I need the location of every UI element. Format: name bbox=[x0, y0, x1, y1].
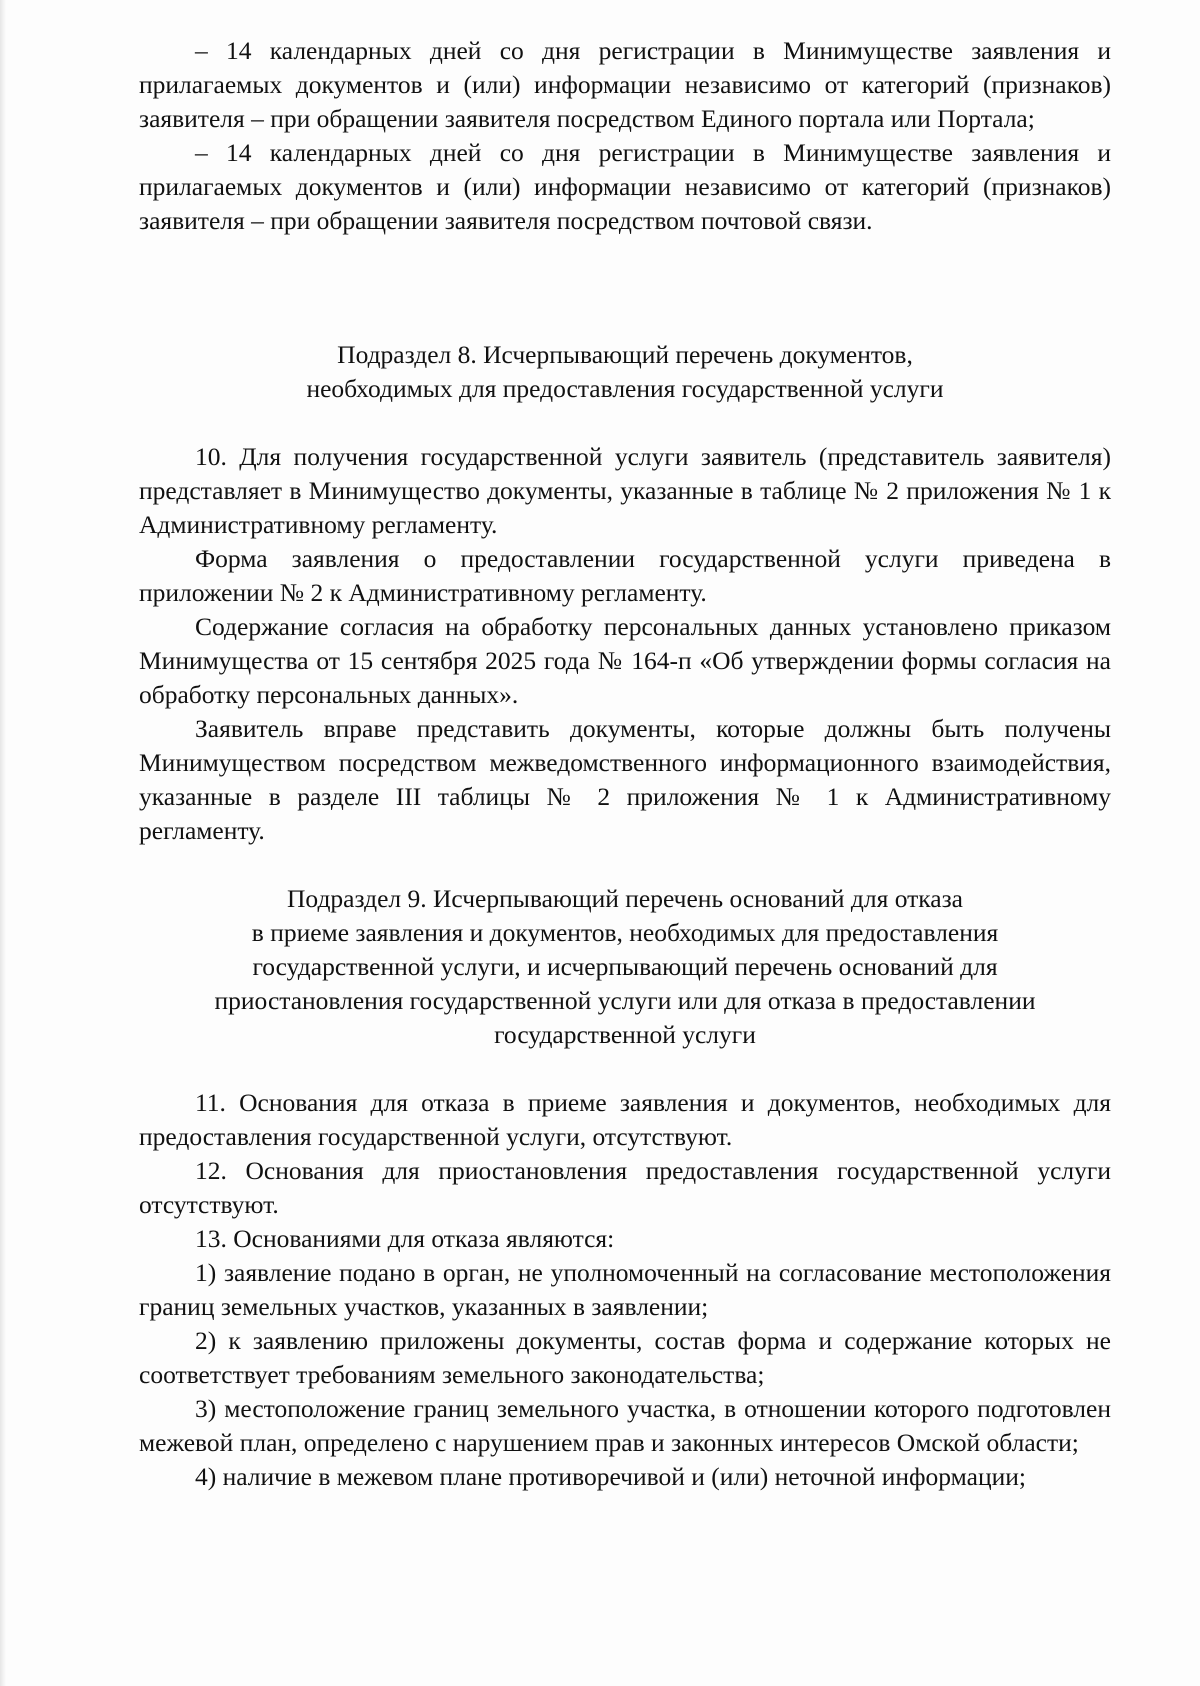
section-8-paragraph-consent: Содержание согласия на обработку персональных данных установлено приказом Минимущества от 15 сентября 2025 года № 164-п «Об утверждении формы согласия на обработку персональных данных». bbox=[139, 612, 1111, 709]
intro-paragraph-2: – 14 календарных дней со дня регистрации в Минимуществе заявления и прилагаемых документов и (или) информации независимо от категорий (признаков) заявителя – при обращении заявителя посредством почтовой связи. bbox=[139, 138, 1111, 235]
refusal-ground-item: 3) местоположение границ земельного участка, в отношении которого подготовлен межевой план, определено с нарушением прав и законных интересов Омской области; bbox=[139, 1394, 1111, 1457]
section-8-heading-line: Подраздел 8. Исчерпывающий перечень документов, bbox=[337, 340, 913, 369]
section-9-heading-line: приостановления государственной услуги или для отказа в предоставлении bbox=[214, 986, 1036, 1015]
document-body bbox=[139, 34, 1111, 1494]
section-8-paragraph-10: 10. Для получения государственной услуги заявитель (представитель заявителя) представляет в Минимущество документы, указанные в таблице № 2 приложения № 1 к Административному регламенту. bbox=[139, 442, 1111, 539]
refusal-ground-item: 1) заявление подано в орган, не уполномоченный на согласование местоположения границ земельных участков, указанных в заявлении; bbox=[139, 1258, 1111, 1321]
refusal-ground-item: 4) наличие в межевом плане противоречивой и (или) неточной информации; bbox=[195, 1462, 1026, 1491]
section-8-heading bbox=[139, 338, 1111, 406]
section-9-paragraph-11: 11. Основания для отказа в приеме заявления и документов, необходимых для предоставления государственной услуги, отсутствуют. bbox=[139, 1088, 1111, 1151]
section-8-heading-line: необходимых для предоставления государственной услуги bbox=[306, 374, 944, 403]
section-9-paragraph-13: 13. Основаниями для отказа являются: bbox=[195, 1224, 615, 1253]
section-8-paragraph-applicant-right: Заявитель вправе представить документы, которые должны быть получены Минимуществом посредством межведомственного информационного взаимодействия, указанные в разделе III таблицы № 2 приложения № 1 к Административному регламенту. bbox=[139, 714, 1111, 845]
intro-paragraph-1: – 14 календарных дней со дня регистрации в Минимуществе заявления и прилагаемых документов и (или) информации независимо от категорий (признаков) заявителя – при обращении заявителя посредством Единого портала или Портала; bbox=[139, 36, 1111, 133]
section-9-heading bbox=[139, 882, 1111, 1052]
section-9-heading-line: государственной услуги, и исчерпывающий перечень оснований для bbox=[252, 952, 998, 981]
section-9-paragraph-12: 12. Основания для приостановления предоставления государственной услуги отсутствуют. bbox=[139, 1156, 1111, 1219]
section-9-heading-line: в приеме заявления и документов, необходимых для предоставления bbox=[251, 918, 999, 947]
section-9-heading-line: Подраздел 9. Исчерпывающий перечень оснований для отказа bbox=[287, 884, 963, 913]
refusal-ground-item: 2) к заявлению приложены документы, состав форма и содержание которых не соответствует требованиям земельного законодательства; bbox=[139, 1326, 1111, 1389]
section-8-paragraph-form: Форма заявления о предоставлении государственной услуги приведена в приложении № 2 к Административному регламенту. bbox=[139, 544, 1111, 607]
section-9-heading-line: государственной услуги bbox=[494, 1020, 756, 1049]
